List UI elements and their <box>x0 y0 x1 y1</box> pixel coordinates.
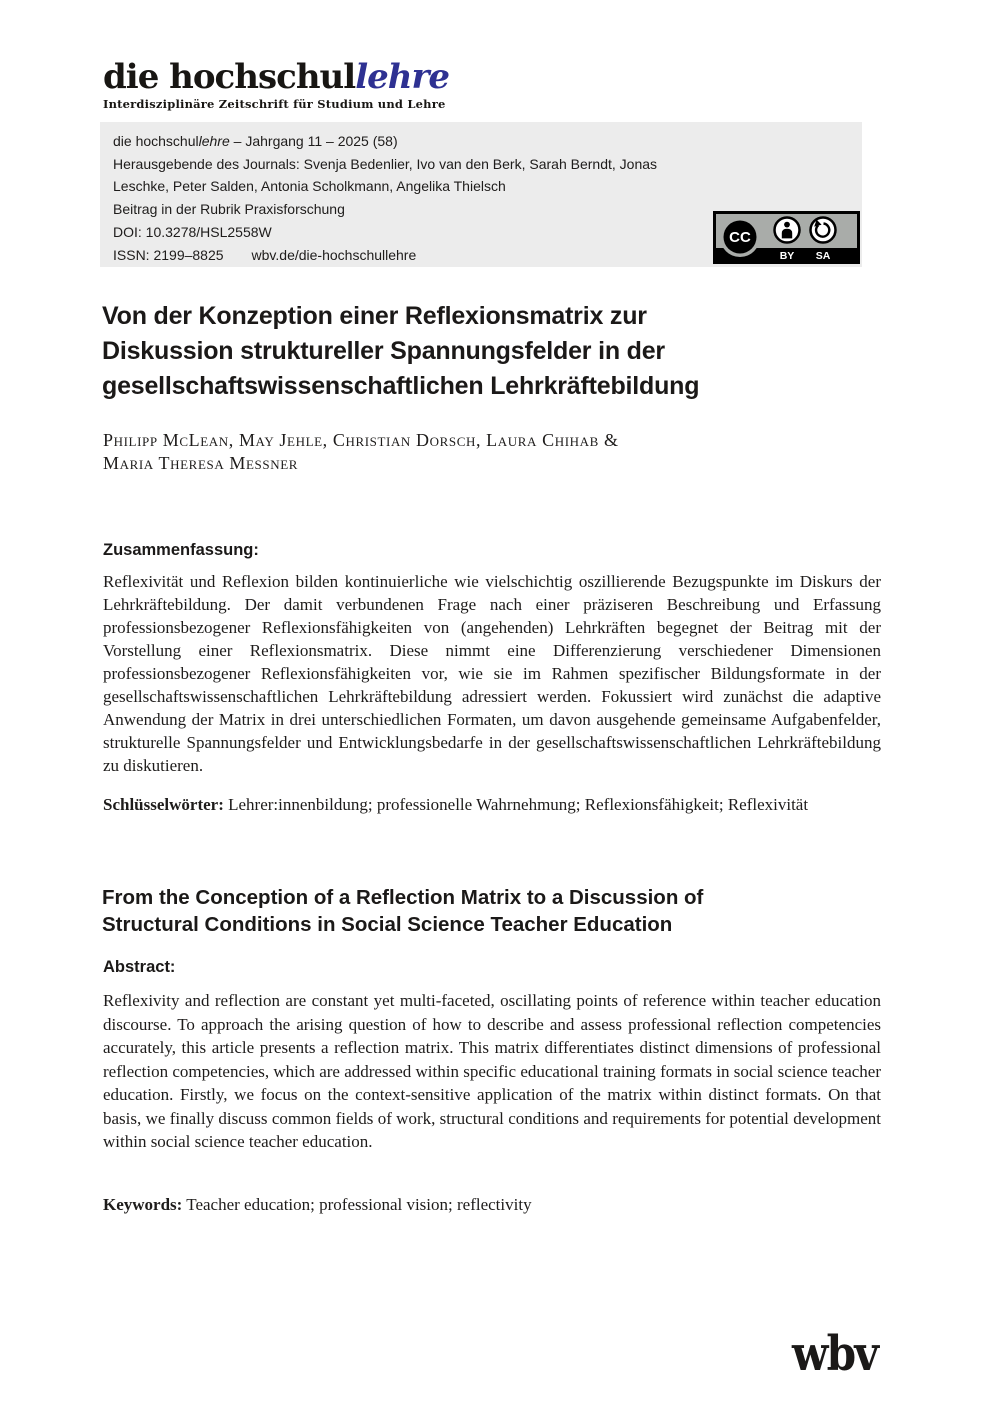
doi-line: DOI: 10.3278/HSL2558W <box>113 224 272 240</box>
journal-logo-accent-text: lehre <box>355 57 449 97</box>
journal-logo <box>103 57 449 111</box>
attribution-person-icon <box>775 218 800 243</box>
journal-url-link[interactable]: wbv.de/die-hochschullehre <box>251 247 417 263</box>
sa-label: SA <box>815 250 831 262</box>
article-title-en-line2: Structural Conditions in Social Science Teacher Education <box>102 913 673 936</box>
article-title-en-line1: From the Conception of a Reflection Matrix to a Discussion of <box>102 886 704 909</box>
issn-text: ISSN: 2199–8825 <box>113 247 224 263</box>
keywords-de-label: Schlüsselwörter: <box>103 795 224 814</box>
abstract-de-heading: Zusammenfassung: <box>103 541 259 559</box>
keywords-de <box>103 793 881 816</box>
keywords-en-label: Keywords: <box>103 1195 183 1214</box>
issue-volume-year: – Jahrgang 11 – 2025 (58) <box>229 133 398 149</box>
abstract-en-text: Reflexivity and reflection are constant yet multi-faceted, oscillating points of reference within teacher education discourse. To approach the arising question of how to describe and assess professional reflection competencies accurately, this article presents a reflection matrix. This matrix differentiates distinct dimensions of professional reflection competencies, which are addressed within specific educational training formats in social science teacher education. Firstly, we focus on the context-sensitive application of the matrix within distinct formats. On that basis, we finally discuss common fields of work, structural conditions and requirements for potential development within social science teacher education. <box>103 991 881 1151</box>
keywords-en <box>103 1193 881 1216</box>
author-list-line1: Philipp McLean, May Jehle, Christian Dorsch, Laura Chihab & <box>103 430 619 450</box>
cc-by-sa-license-badge[interactable] <box>713 211 860 264</box>
keywords-de-text: Lehrer:innenbildung; professionelle Wahrnehmung; Reflexionsfähigkeit; Reflexivität <box>223 795 809 814</box>
issue-journal-name-italic: lehre <box>198 133 230 149</box>
journal-logo-main-text: die hochschul <box>103 57 356 97</box>
article-title-de-line3: gesellschaftswissenschaftlichen Lehrkräftebildung <box>102 372 700 400</box>
section-line: Beitrag in der Rubrik Praxisforschung <box>113 201 345 217</box>
cc-logo-icon <box>720 217 760 257</box>
article-title-de-line1: Von der Konzeption einer Reflexionsmatrix zur <box>102 302 647 330</box>
article-title-de-line2: Diskussion struktureller Spannungsfelder in der <box>102 337 665 365</box>
author-list <box>103 429 703 475</box>
abstract-de-text: Reflexivität und Reflexion bilden kontinuierliche wie vielschichtig oszillierende Bezugspunkte im Diskurs der Lehrkräftebildung. Der damit verbundenen Frage nach einer präziseren Beschreibung und Erfassung professionsbezogener Reflexionsfähigkeiten von (angehenden) Lehrkräften begegnet der Beitrag mit der Vorstellung einer Reflexionsmatrix. Diese nimmt eine Differenzierung verschiedener Dimensionen professionsbezogener Reflexionsfähigkeiten vor, wie sie im Rahmen spezifischer Bildungsformate in der gesellschaftswissenschaftlichen Lehrkräftebildung adressiert werden. Fokussiert wird zunächst die adaptive Anwendung der Matrix in drei unterschiedlichen Formaten, um davon ausgehende gemeinsame Aufgabenfelder, strukturelle Spannungsfelder und Entwicklungsbedarfe in der gesellschaftswissenschaftlichen Lehrkräftebildung zu diskutieren. <box>103 572 881 775</box>
share-alike-arrow-icon <box>811 218 836 243</box>
article-title-en <box>102 884 782 938</box>
by-label: BY <box>779 250 795 262</box>
cc-letters: CC <box>729 229 751 246</box>
cc-license-icon <box>713 211 860 264</box>
publisher-wbv-logo: wbv <box>792 1326 878 1382</box>
abstract-en-heading: Abstract: <box>103 958 176 976</box>
keywords-en-text: Teacher education; professional vision; reflectivity <box>182 1195 532 1214</box>
journal-logo-wordmark <box>103 57 449 97</box>
article-title-de <box>102 299 822 404</box>
journal-logo-subtitle: Interdisziplinäre Zeitschrift für Studium und Lehre <box>103 96 446 111</box>
issue-line <box>113 130 849 152</box>
author-list-line2: Maria Theresa Messner <box>103 453 299 473</box>
issue-journal-name: die hochschul <box>113 133 199 149</box>
editors-line: Herausgebende des Journals: Svenja Bedenlier, Ivo van den Berk, Sarah Berndt, Jonas Leschke, Peter Salden, Antonia Scholkmann, Angelika Thielsch <box>113 156 658 194</box>
